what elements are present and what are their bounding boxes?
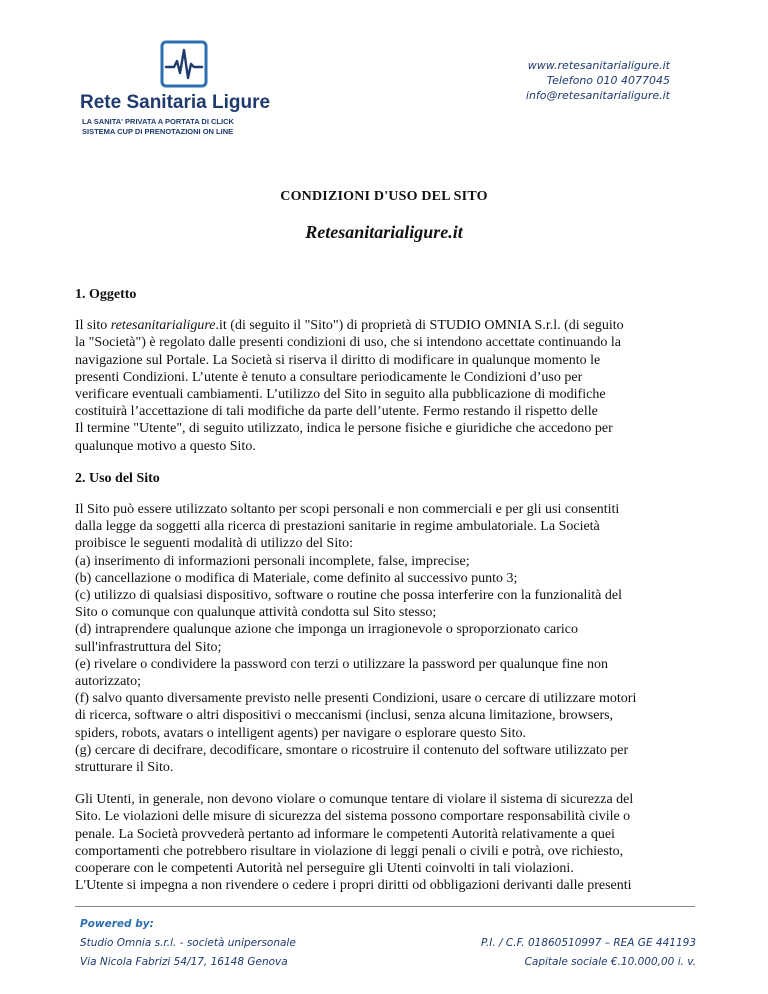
tagline-line-1: LA SANITA' PRIVATA A PORTATA DI CLICK <box>82 117 234 126</box>
section-heading-uso: 2. Uso del Sito <box>75 470 160 486</box>
paragraph-line: presenti Condizioni. L’utente è tenuto a consultare periodicamente le Condizioni d’uso per <box>75 369 583 385</box>
paragraph-line: Il Sito può essere utilizzato soltanto per scopi personali e non commerciali e per gli usi consentiti <box>75 502 620 518</box>
paragraph-line: costituirà l’accettazione di tali modifiche da parte dell’utente. Fermo restando il rispetto delle <box>75 404 598 420</box>
vat-number: P.I. / C.F. 01860510997 – REA GE 441193 <box>481 937 696 949</box>
paragraph-line: qualunque motivo a questo Sito. <box>75 438 256 454</box>
company-address: Via Nicola Fabrizi 54/17, 16148 Genova <box>80 956 288 968</box>
paragraph-line: (e) rivelare o condividere la password con terzi o utilizzare la password per qualunque fine non <box>75 656 608 672</box>
paragraph-line: Sito. Le violazioni delle misure di sicurezza del sistema possono comportare responsabilità civile o <box>75 809 631 825</box>
spacer <box>75 455 700 470</box>
heartbeat-icon <box>160 40 208 88</box>
footer-company <box>80 915 296 972</box>
section-paragraph-oggetto <box>75 317 700 455</box>
paragraph-line: navigazione sul Portale. La Società si riserva il diritto di modificare in qualunque momento le <box>75 352 601 368</box>
document-title: CONDIZIONI D'USO DEL SITO <box>280 189 488 204</box>
paragraph-line: cooperare con le competenti Autorità nel perseguire gli Utenti coinvolti in tali violazioni. <box>75 861 574 877</box>
document-subtitle: Retesanitarialigure.it <box>305 222 463 242</box>
section-heading-oggetto: 1. Oggetto <box>75 287 137 302</box>
paragraph-line: Il sito retesanitarialigure.it (di seguito il "Sito") di proprietà di STUDIO OMNIA S.r.l. (di seguito <box>75 318 624 334</box>
paragraph-line: Il termine "Utente", di seguito utilizzato, indica le persone fisiche e giuridiche che accedono per <box>75 421 613 437</box>
brand-name: Rete Sanitaria Ligure <box>80 92 271 113</box>
paragraph-line: (b) cancellazione o modifica di Materiale, come definito al successivo punto 3; <box>75 570 518 586</box>
paragraph-line: (d) intraprendere qualunque azione che imponga un irragionevole o sproporzionato carico <box>75 622 579 638</box>
paragraph-line: verificare eventuali cambiamenti. L’utilizzo del Sito in seguito alla pubblicazione di modifiche <box>75 387 606 403</box>
paragraph-line: (g) cercare di decifrare, decodificare, smontare o ricostruire il contenuto del software utilizzato per <box>75 742 629 758</box>
paragraph-line: proibisce le seguenti modalità di utilizzo del Sito: <box>75 536 353 552</box>
paragraph-line: di ricerca, software o altri dispositivi o meccanismi (inclusi, senza alcuna limitazione, browsers, <box>75 708 614 724</box>
company-name: Studio Omnia s.r.l. - società unipersonale <box>80 937 296 949</box>
spacer <box>75 776 700 791</box>
paragraph-line: (c) utilizzo di qualsiasi dispositivo, software o routine che possa interferire con la funzionalità del <box>75 588 622 604</box>
paragraph-line: L'Utente si impegna a non rivendere o cedere i propri diritti od obbligazioni derivanti dalle presenti <box>75 878 632 894</box>
paragraph-line: sull'infrastruttura del Sito; <box>75 639 222 655</box>
paragraph-line: penale. La Società provvederà pertanto ad informare le competenti Autorità relativamente a quei <box>75 826 615 842</box>
website-link[interactable]: www.retesanitarialigure.it <box>527 59 670 72</box>
document-body <box>75 286 700 895</box>
share-capital: Capitale sociale €.10.000,00 i. v. <box>524 956 696 968</box>
paragraph-line: dalla legge da soggetti alla ricerca di prestazioni sanitarie in regime ambulatoriale. La Società <box>75 519 600 535</box>
paragraph-line: la "Società") è regolato dalle presenti condizioni di uso, che si intendono accettate continuando la <box>75 335 621 351</box>
footer-legal <box>481 934 696 972</box>
section-paragraph-sicurezza <box>75 791 700 894</box>
brand-tagline <box>82 117 234 137</box>
paragraph-line: spiders, robots, avatars o intelligent agents) per navigare o esplorare questo Sito. <box>75 725 526 741</box>
paragraph-line: Sito o comunque con qualunque attività condotta sul Sito stesso; <box>75 605 437 621</box>
section-paragraph-uso <box>75 501 700 776</box>
paragraph-line: autorizzato; <box>75 674 142 690</box>
powered-by-label: Powered by: <box>80 918 154 930</box>
header-contacts <box>526 58 670 103</box>
phone-number: Telefono 010 4077045 <box>546 74 670 87</box>
site-name-italic: retesanitarialigure <box>110 318 216 334</box>
paragraph-line: Gli Utenti, in generale, non devono violare o comunque tentare di violare il sistema di sicurezza del <box>75 792 634 808</box>
paragraph-line: comportamenti che potrebbero risultare in violazione di leggi penali o civili e potrà, ove richiesto, <box>75 843 624 859</box>
paragraph-line: strutturare il Sito. <box>75 760 174 776</box>
paragraph-line: (a) inserimento di informazioni personali incomplete, false, imprecise; <box>75 553 470 569</box>
paragraph-line: (f) salvo quanto diversamente previsto nelle presenti Condizioni, usare o cercare di utilizzare motori <box>75 691 637 707</box>
footer-divider <box>75 906 695 907</box>
tagline-line-2: SISTEMA CUP DI PRENOTAZIONI ON LINE <box>82 127 234 136</box>
email-link[interactable]: info@retesanitarialigure.it <box>525 89 670 102</box>
